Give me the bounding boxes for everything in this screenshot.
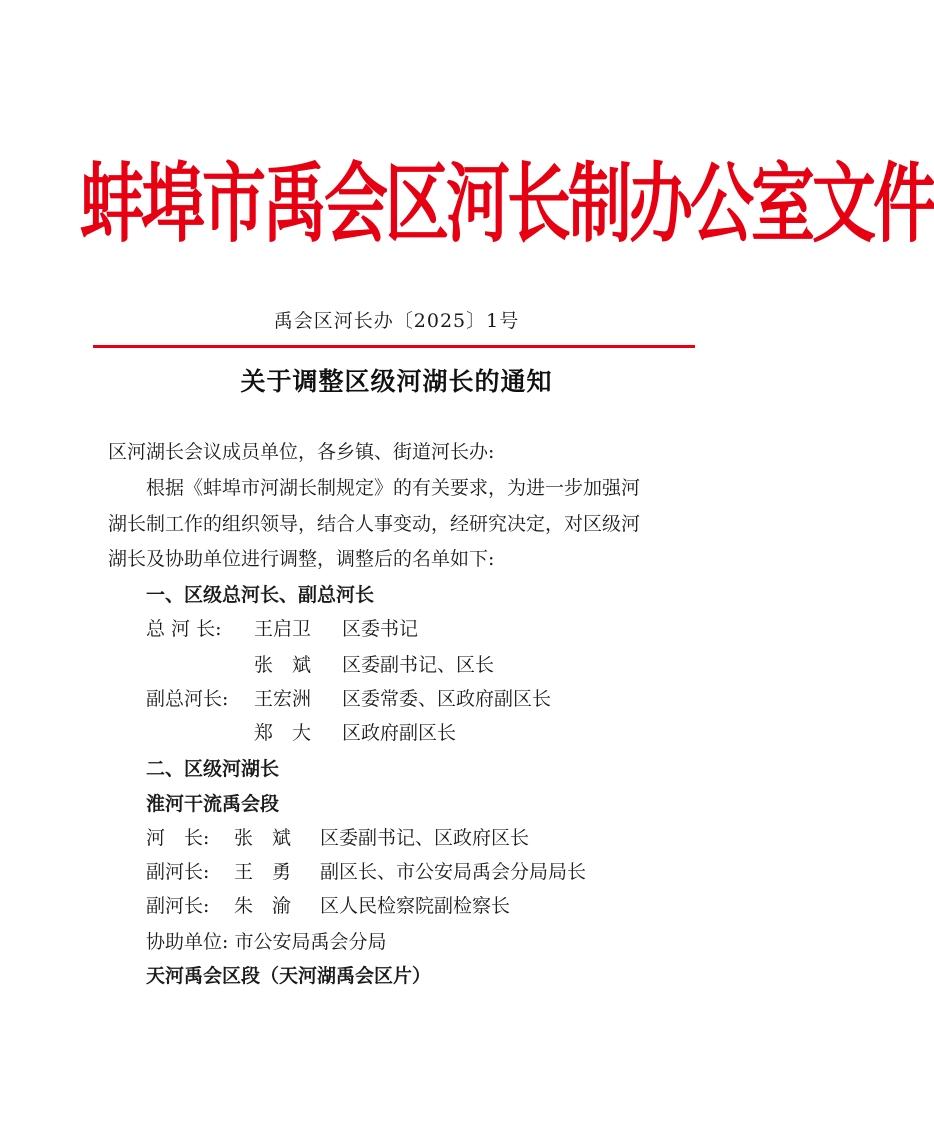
list-item: [146, 892, 510, 920]
paragraph-line-2: 湖长制工作的组织领导，结合人事变动，经研究决定，对区级河: [108, 513, 641, 535]
person-name: 郑 大: [254, 722, 312, 744]
person-position: 区委书记: [342, 618, 419, 640]
issuer-title: 蚌埠市禹会区河长制办公室文件: [80, 155, 934, 255]
river-segment-heading: 天河禹会区段（天河湖禹会区片）: [146, 965, 432, 987]
assisting-unit: 协助单位: 市公安局禹会分局: [146, 931, 387, 953]
person-position: 区委副书记、区政府区长: [320, 827, 530, 849]
person-name: 张 斌: [254, 654, 312, 676]
person-name: 王 勇: [234, 861, 292, 883]
person-name: 王宏洲: [254, 688, 312, 710]
paragraph-line-3: 湖长及协助单位进行调整，调整后的名单如下:: [108, 548, 495, 570]
person-position: 区委常委、区政府副区长: [342, 688, 552, 710]
salutation: 区河湖长会议成员单位，各乡镇、街道河长办:: [108, 441, 495, 463]
person-position: 区委副书记、区长: [342, 654, 495, 676]
person-name: 王启卫: [254, 618, 312, 640]
role-label: 副总河长:: [146, 688, 229, 710]
red-divider-line: [93, 345, 695, 348]
person-name: 朱 渝: [234, 895, 292, 917]
person-position: 区政府副区长: [342, 722, 457, 744]
document-number: 禹会区河长办〔2025〕1号: [273, 310, 520, 332]
list-item: [146, 651, 494, 679]
list-item: [146, 858, 586, 886]
list-item: [146, 824, 529, 852]
section-heading-1: 一、区级总河长、副总河长: [146, 584, 375, 606]
list-item: [146, 685, 551, 713]
list-item: [146, 719, 456, 747]
notice-title: 关于调整区级河湖长的通知: [240, 367, 553, 396]
role-label: 副河长:: [146, 861, 210, 883]
person-position: 副区长、市公安局禹会分局局长: [320, 861, 587, 883]
role-label: 副河长:: [146, 895, 210, 917]
section-heading-2: 二、区级河湖长: [146, 758, 280, 780]
river-segment-heading: 淮河干流禹会段: [146, 793, 280, 815]
person-name: 张 斌: [234, 827, 292, 849]
role-label: 河 长:: [146, 827, 210, 849]
person-position: 区人民检察院副检察长: [320, 895, 511, 917]
role-label: 总 河 长:: [146, 618, 222, 640]
list-item: [146, 615, 418, 643]
paragraph-line-1: 根据《蚌埠市河湖长制规定》的有关要求，为进一步加强河: [146, 477, 641, 499]
